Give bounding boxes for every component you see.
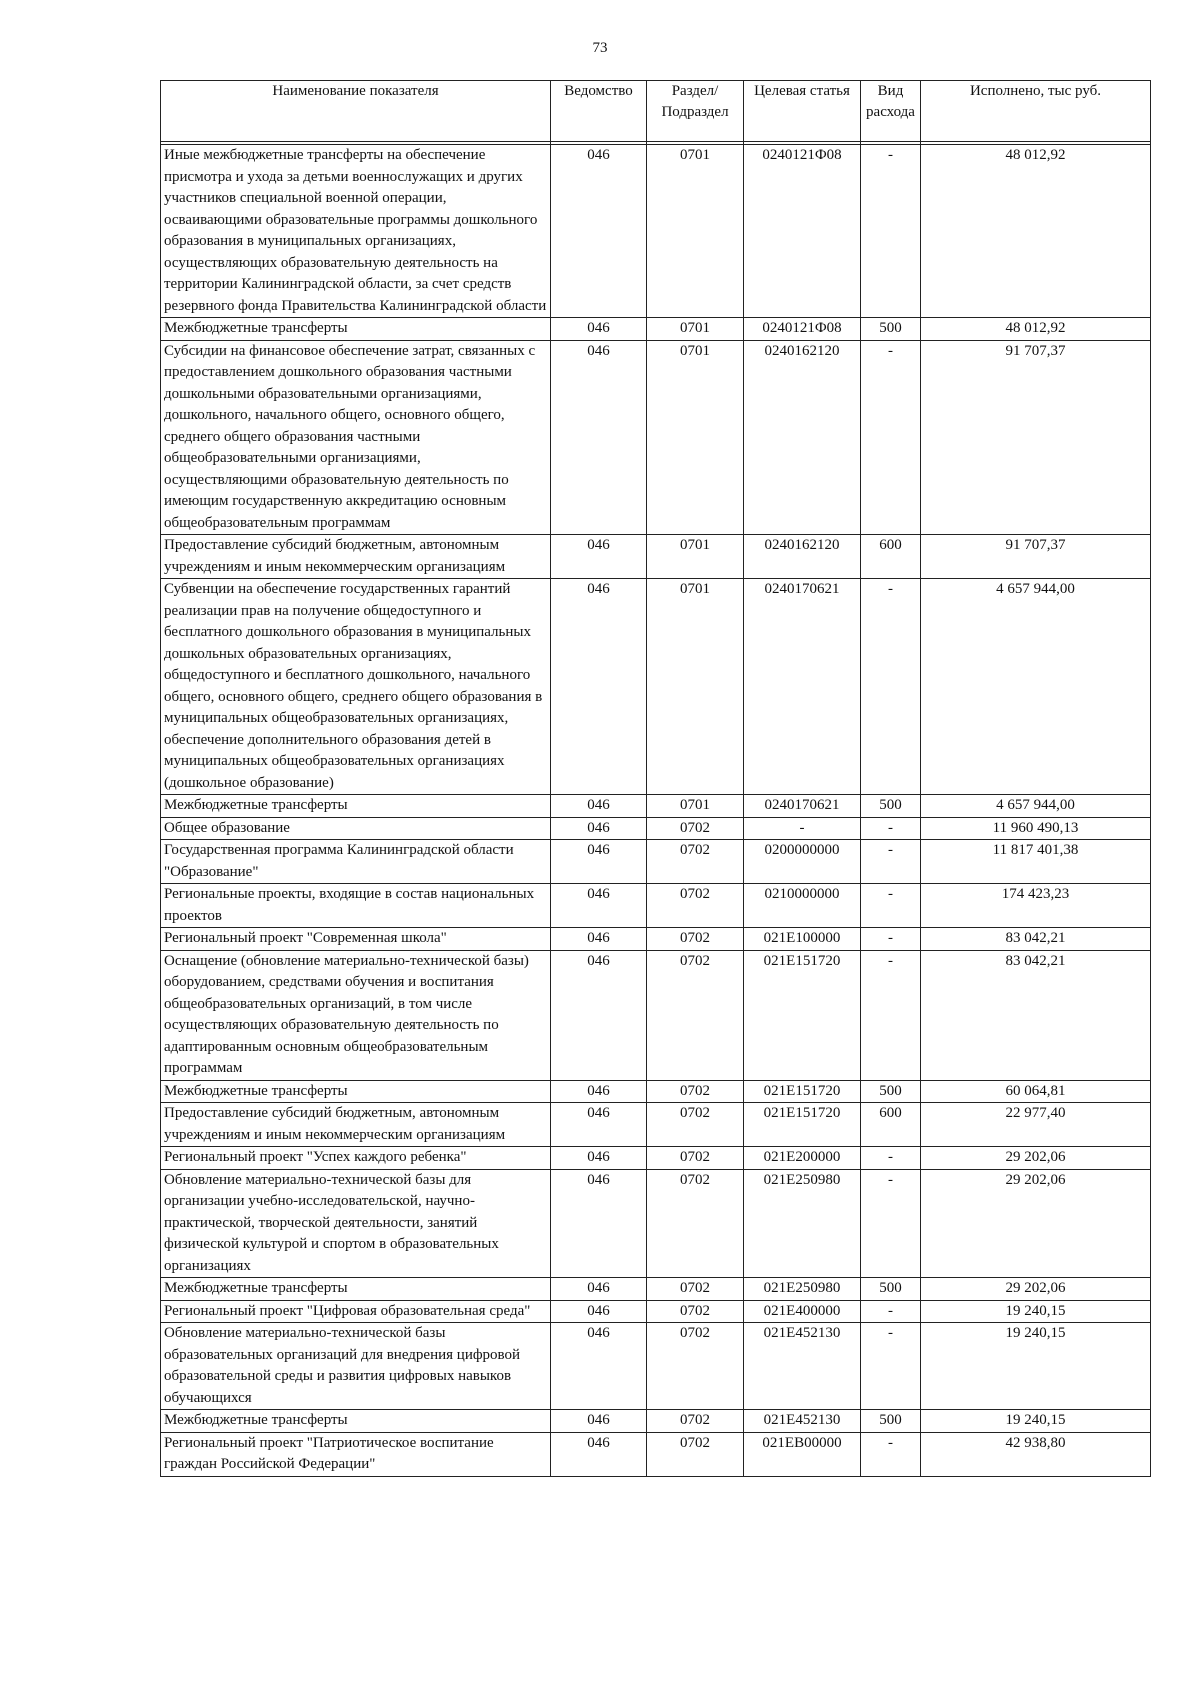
row-type-cell: 500 [861,1080,921,1103]
row-amount-cell: 11 960 490,13 [921,817,1151,840]
row-section-cell: 0701 [647,145,744,318]
table-row [161,817,1151,840]
header-target: Целевая статья [744,81,861,142]
row-section-cell: 0702 [647,1169,744,1278]
table-row [161,579,1151,795]
row-target-cell: 021E200000 [744,1147,861,1170]
row-target-cell: 021E151720 [744,950,861,1080]
row-name-cell: Иные межбюджетные трансферты на обеспечение присмотра и ухода за детьми военнослужащих и других участников специальной военной операции, осваивающими образовательные программы дошкольного образования в муниципальных организациях, осуществляющих образовательную деятельность на территории Калининградской области, за счет средств резервного фонда Правительства Калининградской области [161,145,551,318]
row-type-cell: 500 [861,795,921,818]
row-dept-cell: 046 [551,950,647,1080]
row-type-cell: 600 [861,535,921,579]
row-target-cell: 021E452130 [744,1410,861,1433]
row-target-cell: 0240121Ф08 [744,145,861,318]
table-row [161,1169,1151,1278]
row-name-cell: Региональный проект "Цифровая образовательная среда" [161,1300,551,1323]
table-row [161,928,1151,951]
row-amount-cell: 60 064,81 [921,1080,1151,1103]
row-type-cell: - [861,950,921,1080]
table-row [161,1300,1151,1323]
row-section-cell: 0702 [647,1103,744,1147]
row-section-cell: 0702 [647,928,744,951]
row-section-cell: 0702 [647,950,744,1080]
row-target-cell: 021E100000 [744,928,861,951]
row-name-cell: Региональный проект "Современная школа" [161,928,551,951]
row-section-cell: 0702 [647,1410,744,1433]
row-type-cell: - [861,145,921,318]
row-name-cell: Межбюджетные трансферты [161,1410,551,1433]
row-name-cell: Оснащение (обновление материально-технической базы) оборудованием, средствами обучения и воспитания общеобразовательных организаций, в том числе осуществляющих образовательную деятельность по адаптированным основным общеобразовательным программам [161,950,551,1080]
row-dept-cell: 046 [551,1300,647,1323]
table-row [161,1278,1151,1301]
row-dept-cell: 046 [551,535,647,579]
row-name-cell: Межбюджетные трансферты [161,1080,551,1103]
row-dept-cell: 046 [551,1432,647,1476]
row-section-cell: 0701 [647,579,744,795]
row-amount-cell: 29 202,06 [921,1278,1151,1301]
row-target-cell: 021E151720 [744,1103,861,1147]
table-row [161,1410,1151,1433]
row-section-cell: 0702 [647,1080,744,1103]
row-dept-cell: 046 [551,318,647,341]
row-dept-cell: 046 [551,579,647,795]
row-dept-cell: 046 [551,340,647,535]
row-name-cell: Региональный проект "Патриотическое воспитание граждан Российской Федерации" [161,1432,551,1476]
row-dept-cell: 046 [551,884,647,928]
row-dept-cell: 046 [551,1169,647,1278]
row-name-cell: Субвенции на обеспечение государственных гарантий реализации прав на получение общедоступного и бесплатного дошкольного образования в муниципальных дошкольных образовательных организациях, общедоступного и бесплатного дошкольного, начального общего, основного общего, среднего общего образования в муниципальных общеобразовательных организациях, обеспечение дополнительного образования детей в муниципальных общеобразовательных организациях (дошкольное образование) [161,579,551,795]
row-dept-cell: 046 [551,1323,647,1410]
row-amount-cell: 4 657 944,00 [921,579,1151,795]
row-target-cell: 021E250980 [744,1278,861,1301]
table-row [161,884,1151,928]
row-section-cell: 0702 [647,1323,744,1410]
table-row [161,340,1151,535]
table-row [161,1080,1151,1103]
row-type-cell: - [861,340,921,535]
row-target-cell: 021E250980 [744,1169,861,1278]
row-name-cell: Межбюджетные трансферты [161,1278,551,1301]
row-type-cell: - [861,1432,921,1476]
row-name-cell: Обновление материально-технической базы образовательных организаций для внедрения цифровой образовательной среды и развития цифровых навыков обучающихся [161,1323,551,1410]
header-type: Вид расхода [861,81,921,142]
row-amount-cell: 29 202,06 [921,1169,1151,1278]
row-type-cell: 500 [861,318,921,341]
row-name-cell: Предоставление субсидий бюджетным, автономным учреждениям и иным некоммерческим организациям [161,1103,551,1147]
row-amount-cell: 91 707,37 [921,340,1151,535]
row-target-cell: 021E151720 [744,1080,861,1103]
row-name-cell: Государственная программа Калининградской области "Образование" [161,840,551,884]
header-amount: Исполнено, тыс руб. [921,81,1151,142]
row-dept-cell: 046 [551,928,647,951]
header-name: Наименование показателя [161,81,551,142]
row-target-cell: 0240162120 [744,340,861,535]
row-dept-cell: 046 [551,1103,647,1147]
table-row [161,1103,1151,1147]
row-target-cell: 0240121Ф08 [744,318,861,341]
row-name-cell: Региональные проекты, входящие в состав национальных проектов [161,884,551,928]
row-section-cell: 0702 [647,1278,744,1301]
row-type-cell: 600 [861,1103,921,1147]
row-section-cell: 0702 [647,1300,744,1323]
row-section-cell: 0702 [647,884,744,928]
row-type-cell: - [861,840,921,884]
page-number: 73 [592,40,608,56]
row-section-cell: 0701 [647,795,744,818]
row-type-cell: - [861,1147,921,1170]
row-name-cell: Региональный проект "Успех каждого ребенка" [161,1147,551,1170]
header-section: Раздел/ Подраздел [647,81,744,142]
row-type-cell: 500 [861,1410,921,1433]
table-row [161,1323,1151,1410]
row-name-cell: Предоставление субсидий бюджетным, автономным учреждениям и иным некоммерческим организациям [161,535,551,579]
row-amount-cell: 29 202,06 [921,1147,1151,1170]
row-type-cell: - [861,1169,921,1278]
row-name-cell: Обновление материально-технической базы для организации учебно-исследовательской, научно-практической, творческой деятельности, занятий физической культурой и спортом в образовательных организациях [161,1169,551,1278]
row-section-cell: 0701 [647,318,744,341]
row-amount-cell: 19 240,15 [921,1323,1151,1410]
row-name-cell: Межбюджетные трансферты [161,795,551,818]
row-section-cell: 0702 [647,817,744,840]
row-dept-cell: 046 [551,817,647,840]
row-amount-cell: 11 817 401,38 [921,840,1151,884]
row-amount-cell: 174 423,23 [921,884,1151,928]
table-row [161,318,1151,341]
row-type-cell: - [861,884,921,928]
row-dept-cell: 046 [551,840,647,884]
row-amount-cell: 22 977,40 [921,1103,1151,1147]
table-row [161,795,1151,818]
row-section-cell: 0702 [647,1147,744,1170]
row-section-cell: 0702 [647,1432,744,1476]
row-dept-cell: 046 [551,145,647,318]
row-section-cell: 0702 [647,840,744,884]
table-row [161,950,1151,1080]
row-amount-cell: 19 240,15 [921,1410,1151,1433]
row-dept-cell: 046 [551,1080,647,1103]
row-amount-cell: 83 042,21 [921,928,1151,951]
row-target-cell: 021E400000 [744,1300,861,1323]
table-row [161,145,1151,318]
row-dept-cell: 046 [551,1147,647,1170]
table-row [161,1432,1151,1476]
table-row [161,1147,1151,1170]
row-name-cell: Субсидии на финансовое обеспечение затрат, связанных с предоставлением дошкольного образования частными дошкольными образовательными организациями, дошкольного, начального общего, основного общего, среднего общего образования частными общеобразовательными организациями, осуществляющими образовательную деятельность по имеющим государственную аккредитацию основным общеобразовательным программам [161,340,551,535]
row-amount-cell: 48 012,92 [921,145,1151,318]
table-row [161,840,1151,884]
row-dept-cell: 046 [551,1278,647,1301]
row-target-cell: 0200000000 [744,840,861,884]
table-row [161,535,1151,579]
header-row [161,81,1151,142]
row-dept-cell: 046 [551,1410,647,1433]
row-type-cell: - [861,579,921,795]
row-type-cell: 500 [861,1278,921,1301]
header-dept: Ведомство [551,81,647,142]
row-amount-cell: 19 240,15 [921,1300,1151,1323]
row-dept-cell: 046 [551,795,647,818]
row-type-cell: - [861,1300,921,1323]
row-target-cell: 021E452130 [744,1323,861,1410]
row-target-cell: 0240170621 [744,579,861,795]
row-amount-cell: 42 938,80 [921,1432,1151,1476]
row-type-cell: - [861,817,921,840]
row-section-cell: 0701 [647,535,744,579]
row-name-cell: Межбюджетные трансферты [161,318,551,341]
row-section-cell: 0701 [647,340,744,535]
row-amount-cell: 4 657 944,00 [921,795,1151,818]
row-name-cell: Общее образование [161,817,551,840]
row-amount-cell: 91 707,37 [921,535,1151,579]
row-target-cell: 0210000000 [744,884,861,928]
budget-table [160,80,1151,1477]
row-amount-cell: 83 042,21 [921,950,1151,1080]
row-type-cell: - [861,928,921,951]
row-target-cell: 0240170621 [744,795,861,818]
row-type-cell: - [861,1323,921,1410]
row-amount-cell: 48 012,92 [921,318,1151,341]
row-target-cell: - [744,817,861,840]
row-target-cell: 0240162120 [744,535,861,579]
row-target-cell: 021EB00000 [744,1432,861,1476]
